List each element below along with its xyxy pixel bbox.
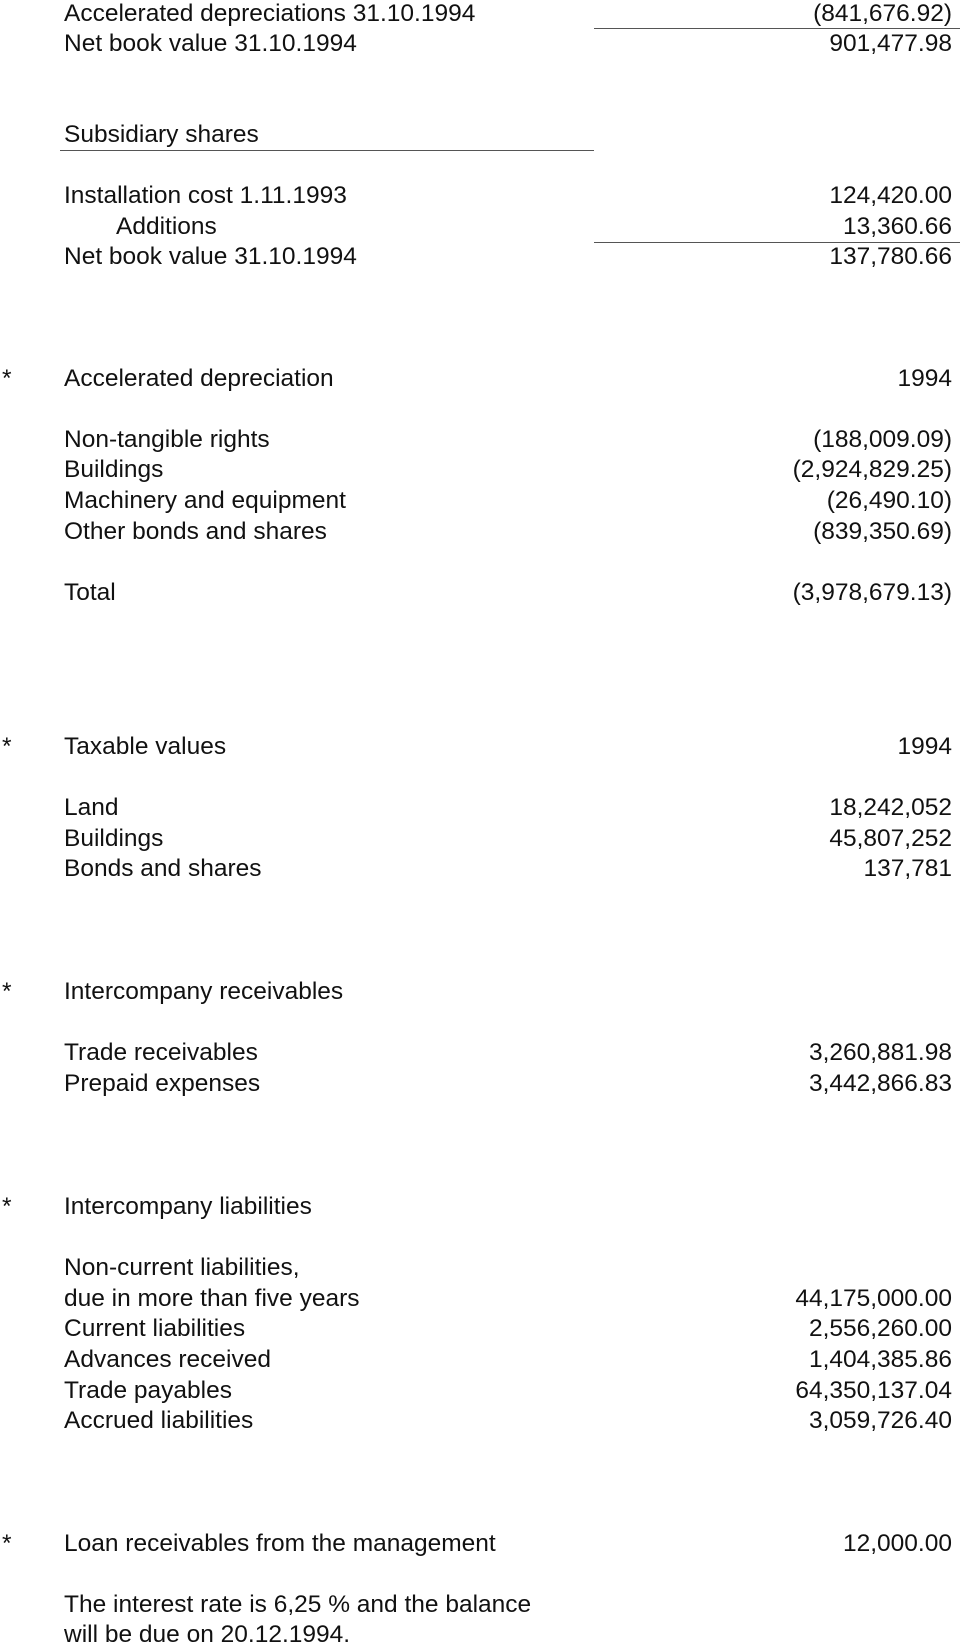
- section-marker: *: [2, 978, 12, 1005]
- net-book-value-label: Net book value 31.10.1994: [64, 30, 357, 57]
- buildings-value: 45,807,252: [829, 825, 952, 852]
- due-date-note: will be due on 20.12.1994.: [64, 1621, 351, 1648]
- due-five-years-value: 44,175,000.00: [795, 1285, 952, 1312]
- taxable-values-heading: Taxable values: [64, 733, 227, 760]
- accelerated-depreciation-heading: Accelerated depreciation: [64, 365, 334, 392]
- non-current-liabilities-label: Non-current liabilities,: [64, 1254, 300, 1281]
- advances-received-value: 1,404,385.86: [808, 1346, 952, 1373]
- intercompany-receivables-heading: Intercompany receivables: [64, 978, 344, 1005]
- accelerated-depreciations-label: Accelerated depreciations 31.10.1994: [64, 0, 476, 27]
- bonds-shares-value: 137,781: [863, 855, 952, 882]
- subsidiary-net-book-value-label: Net book value 31.10.1994: [64, 243, 357, 270]
- other-bonds-shares-value: (839,350.69): [813, 518, 952, 545]
- due-five-years-label: due in more than five years: [64, 1285, 360, 1312]
- accrued-liabilities-label: Accrued liabilities: [64, 1407, 254, 1434]
- accelerated-depreciations-value: (841,676.92): [813, 0, 952, 27]
- land-value: 18,242,052: [829, 794, 952, 821]
- subsidiary-shares-heading: Subsidiary shares: [64, 121, 259, 148]
- prepaid-expenses-value: 3,442,866.83: [808, 1070, 952, 1097]
- other-bonds-shares-label: Other bonds and shares: [64, 518, 327, 545]
- heading-underline-rule: [60, 150, 594, 151]
- section-marker: *: [2, 1530, 12, 1557]
- current-liabilities-label: Current liabilities: [64, 1315, 246, 1342]
- net-book-value-value: 901,477.98: [829, 30, 952, 57]
- total-label: Total: [64, 579, 116, 606]
- installation-cost-value: 124,420.00: [829, 182, 952, 209]
- buildings-label: Buildings: [64, 825, 164, 852]
- current-liabilities-value: 2,556,260.00: [808, 1315, 952, 1342]
- trade-receivables-value: 3,260,881.98: [808, 1039, 952, 1066]
- taxable-values-year: 1994: [897, 733, 952, 760]
- interest-rate-note: The interest rate is 6,25 % and the balance: [64, 1591, 532, 1618]
- non-tangible-rights-value: (188,009.09): [813, 426, 952, 453]
- management-loan-heading: Loan receivables from the management: [64, 1530, 496, 1557]
- buildings-value: (2,924,829.25): [792, 456, 952, 483]
- machinery-equipment-value: (26,490.10): [826, 487, 952, 514]
- management-loan-value: 12,000.00: [843, 1530, 952, 1557]
- section-marker: *: [2, 365, 12, 392]
- trade-payables-value: 64,350,137.04: [795, 1377, 952, 1404]
- intercompany-liabilities-heading: Intercompany liabilities: [64, 1193, 312, 1220]
- machinery-equipment-label: Machinery and equipment: [64, 487, 346, 514]
- installation-cost-label: Installation cost 1.11.1993: [64, 182, 347, 209]
- subsidiary-net-book-value-value: 137,780.66: [829, 243, 952, 270]
- additions-value: 13,360.66: [843, 213, 952, 240]
- buildings-label: Buildings: [64, 456, 164, 483]
- prepaid-expenses-label: Prepaid expenses: [64, 1070, 261, 1097]
- trade-payables-label: Trade payables: [64, 1377, 232, 1404]
- advances-received-label: Advances received: [64, 1346, 272, 1373]
- non-tangible-rights-label: Non-tangible rights: [64, 426, 270, 453]
- land-label: Land: [64, 794, 119, 821]
- additions-label: Additions: [116, 213, 217, 240]
- section-marker: *: [2, 1193, 12, 1220]
- section-marker: *: [2, 733, 12, 760]
- bonds-shares-label: Bonds and shares: [64, 855, 262, 882]
- trade-receivables-label: Trade receivables: [64, 1039, 258, 1066]
- accrued-liabilities-value: 3,059,726.40: [808, 1407, 952, 1434]
- accelerated-depreciation-year: 1994: [897, 365, 952, 392]
- underline-rule: [594, 28, 960, 29]
- total-value: (3,978,679.13): [792, 579, 952, 606]
